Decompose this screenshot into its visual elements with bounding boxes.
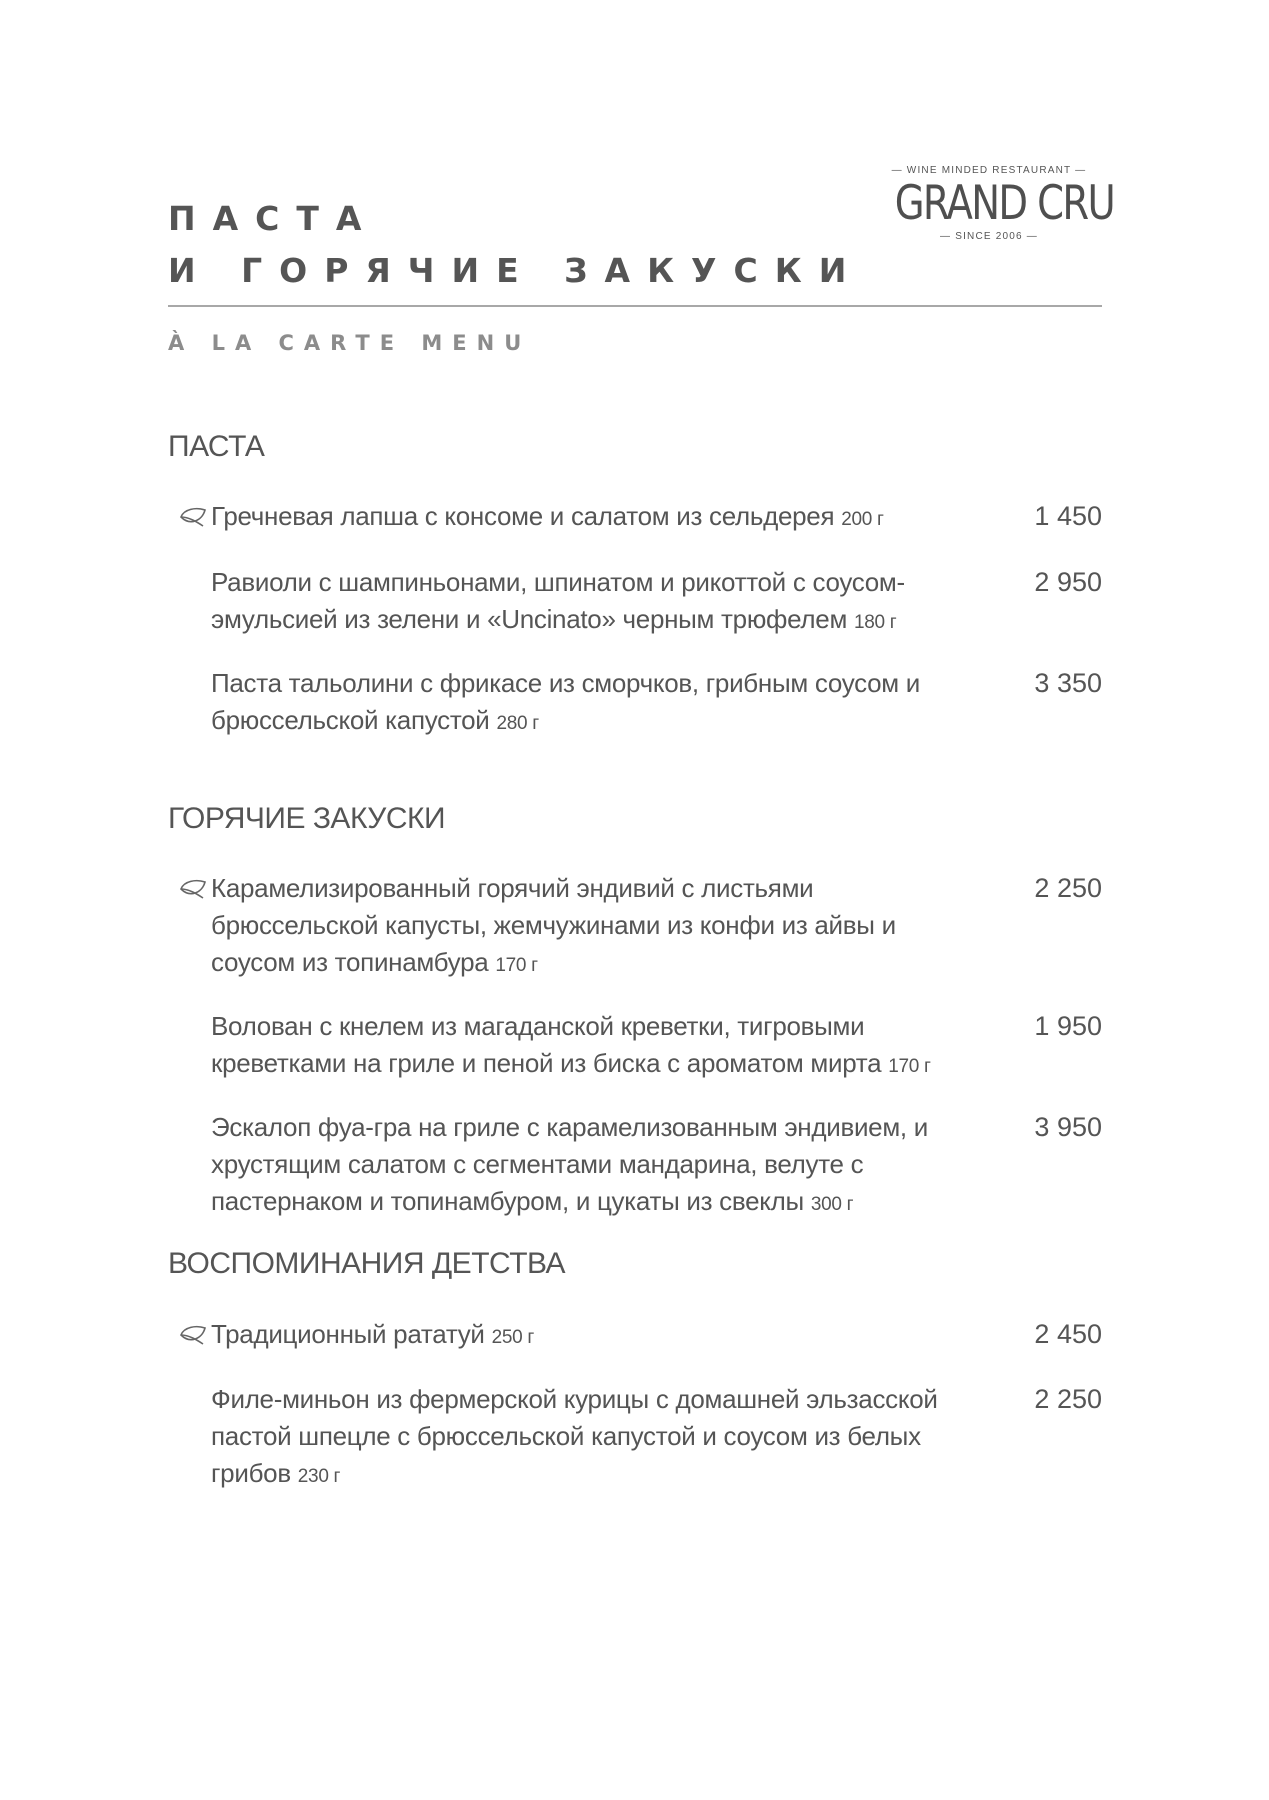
item-price: 1 450: [1034, 501, 1102, 531]
item-weight: 170 г: [888, 1056, 931, 1077]
item-description: Карамелизированный горячий эндивий с листьями брюссельской капусты, жемчужинами из конфи из айвы и соусом из топинамбура 170 г: [211, 873, 896, 977]
item-weight: 300 г: [810, 1194, 854, 1215]
item-weight: 170 г: [495, 955, 538, 976]
logo-tagline: — WINE MINDED RESTAURANT —: [891, 165, 1087, 176]
item-weight: 180 г: [853, 612, 897, 633]
page-title: [168, 193, 863, 297]
item-price: 2 950: [1034, 567, 1102, 597]
item-price: 1 950: [1034, 1011, 1102, 1041]
item-weight: 230 г: [297, 1466, 341, 1487]
item-description: Волован с кнелем из магаданской креветки, тигровыми креветками на гриле и пеной из биска с ароматом мирта 170 г: [211, 1011, 931, 1078]
section-title-hot-appetizers: ГОРЯЧИЕ ЗАКУСКИ: [168, 802, 446, 835]
section-title-pasta: ПАСТА: [168, 430, 265, 463]
item-description: Эскалоп фуа-гра на гриле с карамелизованным эндивием, и хрустящим салатом с сегментами мандарина, велуте с пастернаком и топинамбуром, и цукаты из свеклы 300 г: [211, 1112, 928, 1216]
item-price: 2 250: [1034, 1384, 1102, 1414]
leaf-icon: [178, 878, 208, 900]
leaf-icon: [178, 506, 208, 528]
item-description: Филе-миньон из фермерской курицы с домашней эльзасской пастой шпецле с брюссельской капустой и соусом из белых грибов 230 г: [211, 1384, 938, 1488]
page-title-line-1: ПАСТА: [168, 199, 379, 238]
item-weight: 250 г: [491, 1327, 534, 1348]
section-title-childhood-memories: ВОСПОМИНАНИЯ ДЕТСТВА: [168, 1247, 566, 1280]
item-price: 2 450: [1034, 1319, 1102, 1349]
item-price: 2 250: [1034, 873, 1102, 903]
item-description: Паста тальолини с фрикасе из сморчков, грибным соусом и брюссельской капустой 280 г: [211, 668, 920, 735]
item-weight: 200 г: [841, 509, 884, 530]
logo-name: GRAND CRU: [894, 176, 1115, 231]
logo-since: — SINCE 2006 —: [940, 231, 1038, 242]
menu-subtitle: À LA CARTE MENU: [168, 331, 532, 355]
item-description: Равиоли с шампиньонами, шпинатом и рикоттой с соусом-эмульсией из зелени и «Uncinato» черным трюфелем 180 г: [211, 567, 905, 634]
header-divider: [168, 305, 1102, 307]
leaf-icon: [178, 1324, 208, 1346]
item-price: 3 350: [1034, 668, 1102, 698]
item-weight: 280 г: [496, 713, 539, 734]
item-price: 3 950: [1034, 1112, 1102, 1142]
restaurant-logo: [874, 164, 1115, 244]
item-description: Традиционный рататуй 250 г: [211, 1319, 534, 1349]
page-title-line-2: И ГОРЯЧИЕ ЗАКУСКИ: [168, 251, 864, 290]
item-description: Гречневая лапша с консоме и салатом из сельдерея 200 г: [211, 501, 884, 531]
